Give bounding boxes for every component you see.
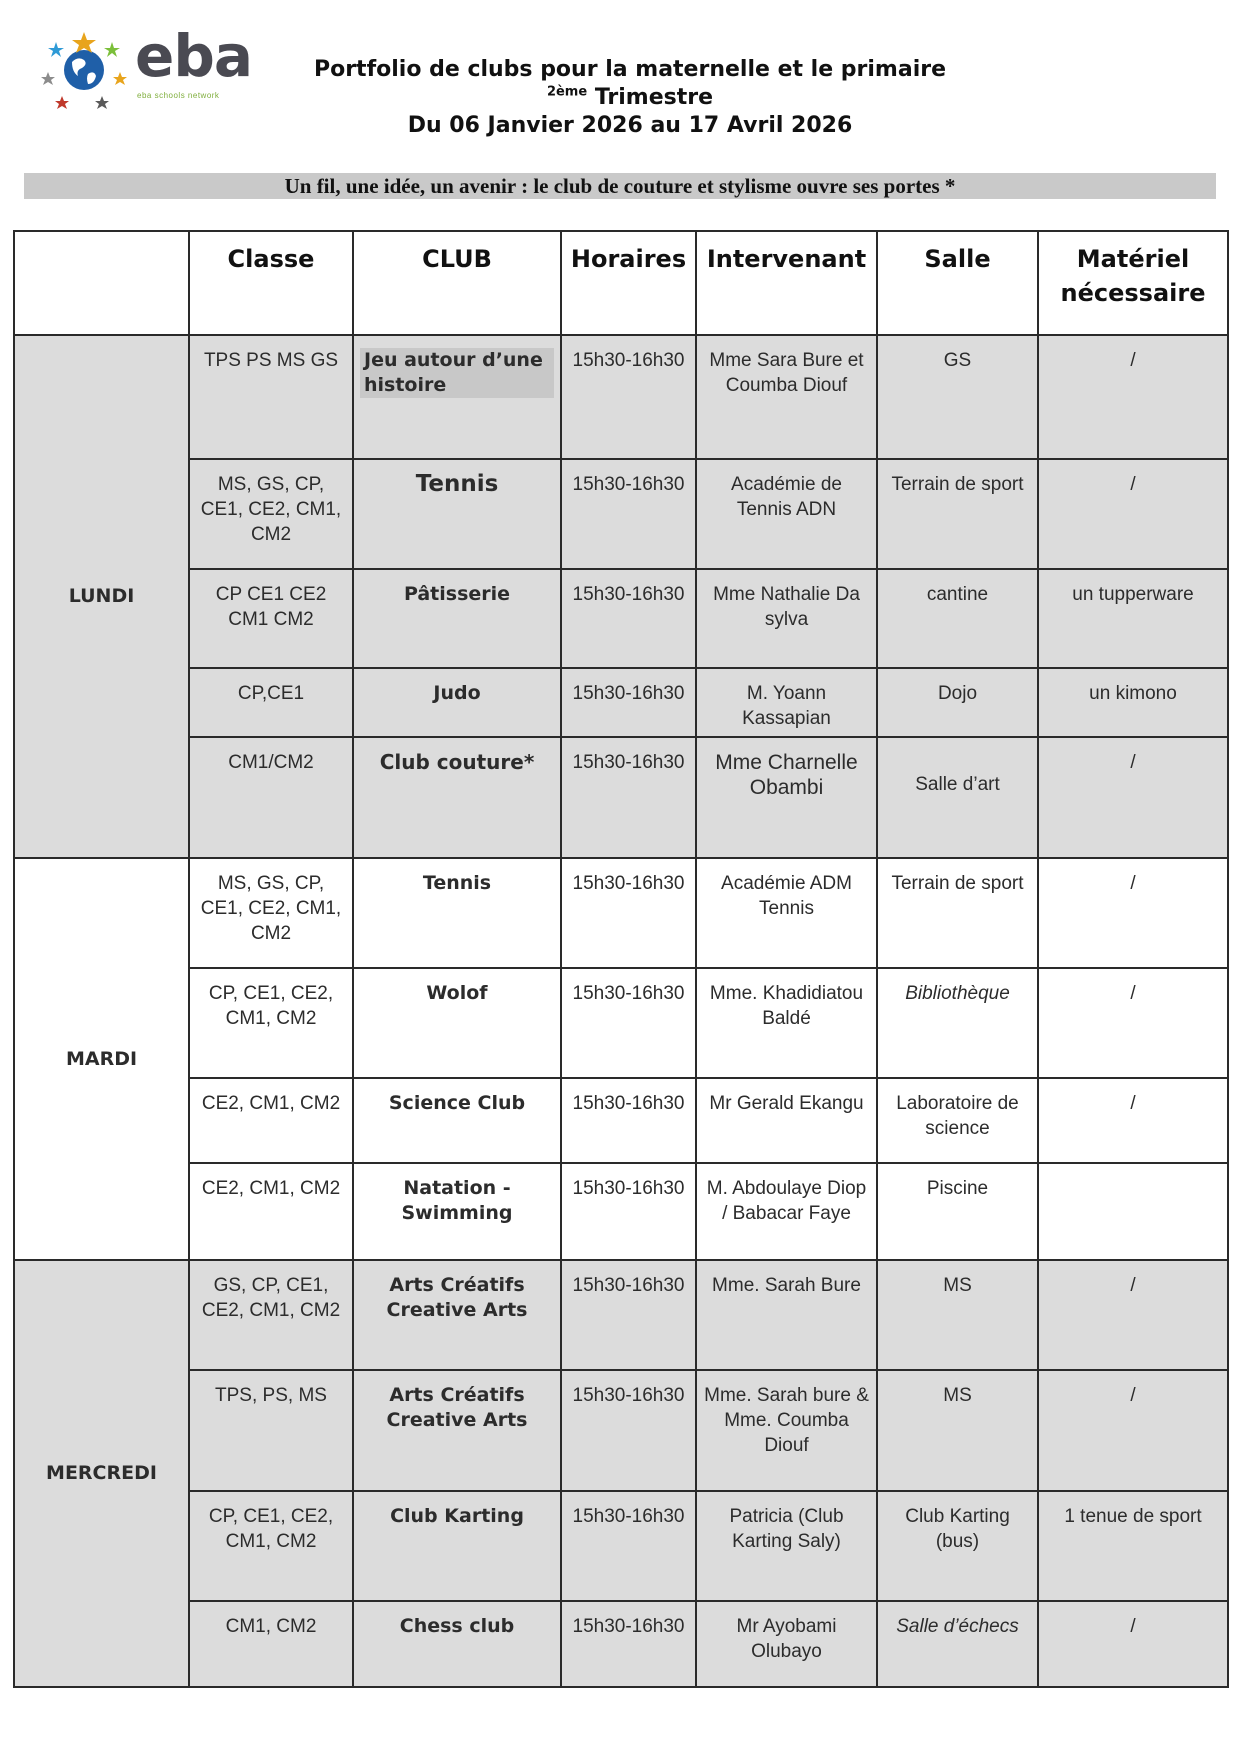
- cell-salle: MS: [877, 1260, 1038, 1370]
- cell-intervenant: Mme. Khadidiatou Baldé: [696, 968, 877, 1078]
- page-title: [270, 56, 990, 140]
- cell-horaires: 15h30-16h30: [561, 737, 696, 858]
- table-row: [14, 1601, 1228, 1687]
- cell-materiel: 1 tenue de sport: [1038, 1491, 1228, 1601]
- cell-salle: GS: [877, 335, 1038, 459]
- cell-club: Arts Créatifs Creative Arts: [353, 1260, 561, 1370]
- cell-classe: MS, GS, CP, CE1, CE2, CM1, CM2: [189, 858, 353, 968]
- cell-materiel: [1038, 1163, 1228, 1260]
- cell-club: Arts Créatifs Creative Arts: [353, 1370, 561, 1491]
- cell-club: Science Club: [353, 1078, 561, 1163]
- cell-classe: CP, CE1, CE2, CM1, CM2: [189, 1491, 353, 1601]
- cell-club: [353, 335, 561, 459]
- cell-club: Judo: [353, 668, 561, 737]
- cell-salle: Salle d’échecs: [877, 1601, 1038, 1687]
- cell-horaires: 15h30-16h30: [561, 569, 696, 668]
- cell-horaires: 15h30-16h30: [561, 1491, 696, 1601]
- cell-salle: cantine: [877, 569, 1038, 668]
- header-materiel: Matériel nécessaire: [1038, 231, 1228, 335]
- cell-horaires: 15h30-16h30: [561, 668, 696, 737]
- trimester-label: Trimestre: [587, 85, 714, 110]
- table-row: [14, 335, 1228, 459]
- table-row: [14, 1078, 1228, 1163]
- cell-materiel: /: [1038, 1601, 1228, 1687]
- cell-club: Natation - Swimming: [353, 1163, 561, 1260]
- cell-salle: Laboratoire de science: [877, 1078, 1038, 1163]
- table-row: [14, 1163, 1228, 1260]
- cell-horaires: 15h30-16h30: [561, 335, 696, 459]
- logo-subtitle: eba schools network: [137, 91, 220, 100]
- header-day: [14, 231, 189, 335]
- header-club: CLUB: [353, 231, 561, 335]
- table-row: [14, 668, 1228, 737]
- cell-club: Tennis: [353, 459, 561, 569]
- cell-horaires: 15h30-16h30: [561, 858, 696, 968]
- cell-salle: Club Karting (bus): [877, 1491, 1038, 1601]
- cell-salle: Terrain de sport: [877, 858, 1038, 968]
- cell-horaires: 15h30-16h30: [561, 1601, 696, 1687]
- header-salle: Salle: [877, 231, 1038, 335]
- cell-classe: CP CE1 CE2 CM1 CM2: [189, 569, 353, 668]
- cell-horaires: 15h30-16h30: [561, 1078, 696, 1163]
- globe-kids-icon: [40, 28, 136, 114]
- table-row: [14, 1491, 1228, 1601]
- cell-intervenant: M. Yoann Kassapian: [696, 668, 877, 737]
- cell-club: Tennis: [353, 858, 561, 968]
- cell-materiel: /: [1038, 335, 1228, 459]
- logo-text: eba: [135, 22, 252, 90]
- cell-classe: CM1/CM2: [189, 737, 353, 858]
- cell-intervenant: Mme. Sarah bure & Mme. Coumba Diouf: [696, 1370, 877, 1491]
- cell-intervenant: Mme Nathalie Da sylva: [696, 569, 877, 668]
- cell-salle: Bibliothèque: [877, 968, 1038, 1078]
- clubs-schedule-table: [13, 230, 1229, 1688]
- cell-intervenant: Patricia (Club Karting Saly): [696, 1491, 877, 1601]
- cell-intervenant: Mr Ayobami Olubayo: [696, 1601, 877, 1687]
- cell-horaires: 15h30-16h30: [561, 459, 696, 569]
- cell-materiel: /: [1038, 1078, 1228, 1163]
- cell-materiel: /: [1038, 858, 1228, 968]
- cell-club: Wolof: [353, 968, 561, 1078]
- title-line-2: [270, 84, 990, 112]
- cell-classe: CE2, CM1, CM2: [189, 1163, 353, 1260]
- cell-intervenant: Académie de Tennis ADN: [696, 459, 877, 569]
- table-row: [14, 1260, 1228, 1370]
- announcement-banner: Un fil, une idée, un avenir : le club de couture et stylisme ouvre ses portes *: [24, 173, 1216, 199]
- table-header-row: [14, 231, 1228, 335]
- cell-materiel: /: [1038, 737, 1228, 858]
- cell-salle: Salle d’art: [877, 737, 1038, 858]
- cell-horaires: 15h30-16h30: [561, 1163, 696, 1260]
- table-row: [14, 858, 1228, 968]
- table-row: [14, 737, 1228, 858]
- cell-classe: MS, GS, CP, CE1, CE2, CM1, CM2: [189, 459, 353, 569]
- cell-intervenant: Mr Gerald Ekangu: [696, 1078, 877, 1163]
- cell-classe: CP, CE1, CE2, CM1, CM2: [189, 968, 353, 1078]
- cell-materiel: /: [1038, 459, 1228, 569]
- cell-intervenant: Mme. Sarah Bure: [696, 1260, 877, 1370]
- cell-materiel: un kimono: [1038, 668, 1228, 737]
- cell-horaires: 15h30-16h30: [561, 1260, 696, 1370]
- eba-logo: [40, 22, 252, 118]
- day-mercredi: MERCREDI: [14, 1260, 189, 1687]
- cell-classe: GS, CP, CE1, CE2, CM1, CM2: [189, 1260, 353, 1370]
- cell-classe: CP,CE1: [189, 668, 353, 737]
- cell-club: Chess club: [353, 1601, 561, 1687]
- header-intervenant: Intervenant: [696, 231, 877, 335]
- cell-materiel: /: [1038, 1370, 1228, 1491]
- day-lundi: LUNDI: [14, 335, 189, 858]
- cell-club: Club couture*: [353, 737, 561, 858]
- title-line-1: Portfolio de clubs pour la maternelle et le primaire: [313, 57, 947, 82]
- header-classe: Classe: [189, 231, 353, 335]
- title-line-3-dates: Du 06 Janvier 2026 au 17 Avril 2026: [407, 113, 853, 138]
- table-row: [14, 459, 1228, 569]
- cell-salle: Dojo: [877, 668, 1038, 737]
- cell-horaires: 15h30-16h30: [561, 968, 696, 1078]
- cell-salle: Terrain de sport: [877, 459, 1038, 569]
- table-row: [14, 569, 1228, 668]
- club-name-highlight: Jeu autour d’une histoire: [360, 348, 554, 398]
- cell-classe: CM1, CM2: [189, 1601, 353, 1687]
- cell-club: Club Karting: [353, 1491, 561, 1601]
- cell-materiel: un tupperware: [1038, 569, 1228, 668]
- trimester-number: 2ème: [546, 84, 588, 100]
- cell-salle: Piscine: [877, 1163, 1038, 1260]
- cell-salle: MS: [877, 1370, 1038, 1491]
- day-mardi: MARDI: [14, 858, 189, 1260]
- table-row: [14, 1370, 1228, 1491]
- cell-classe: TPS PS MS GS: [189, 335, 353, 459]
- cell-intervenant: Mme Charnelle Obambi: [696, 737, 877, 858]
- cell-horaires: 15h30-16h30: [561, 1370, 696, 1491]
- cell-classe: TPS, PS, MS: [189, 1370, 353, 1491]
- cell-materiel: /: [1038, 968, 1228, 1078]
- cell-club: Pâtisserie: [353, 569, 561, 668]
- cell-materiel: /: [1038, 1260, 1228, 1370]
- cell-classe: CE2, CM1, CM2: [189, 1078, 353, 1163]
- cell-intervenant: Académie ADM Tennis: [696, 858, 877, 968]
- header-horaires: Horaires: [561, 231, 696, 335]
- table-row: [14, 968, 1228, 1078]
- cell-intervenant: Mme Sara Bure et Coumba Diouf: [696, 335, 877, 459]
- cell-intervenant: M. Abdoulaye Diop / Babacar Faye: [696, 1163, 877, 1260]
